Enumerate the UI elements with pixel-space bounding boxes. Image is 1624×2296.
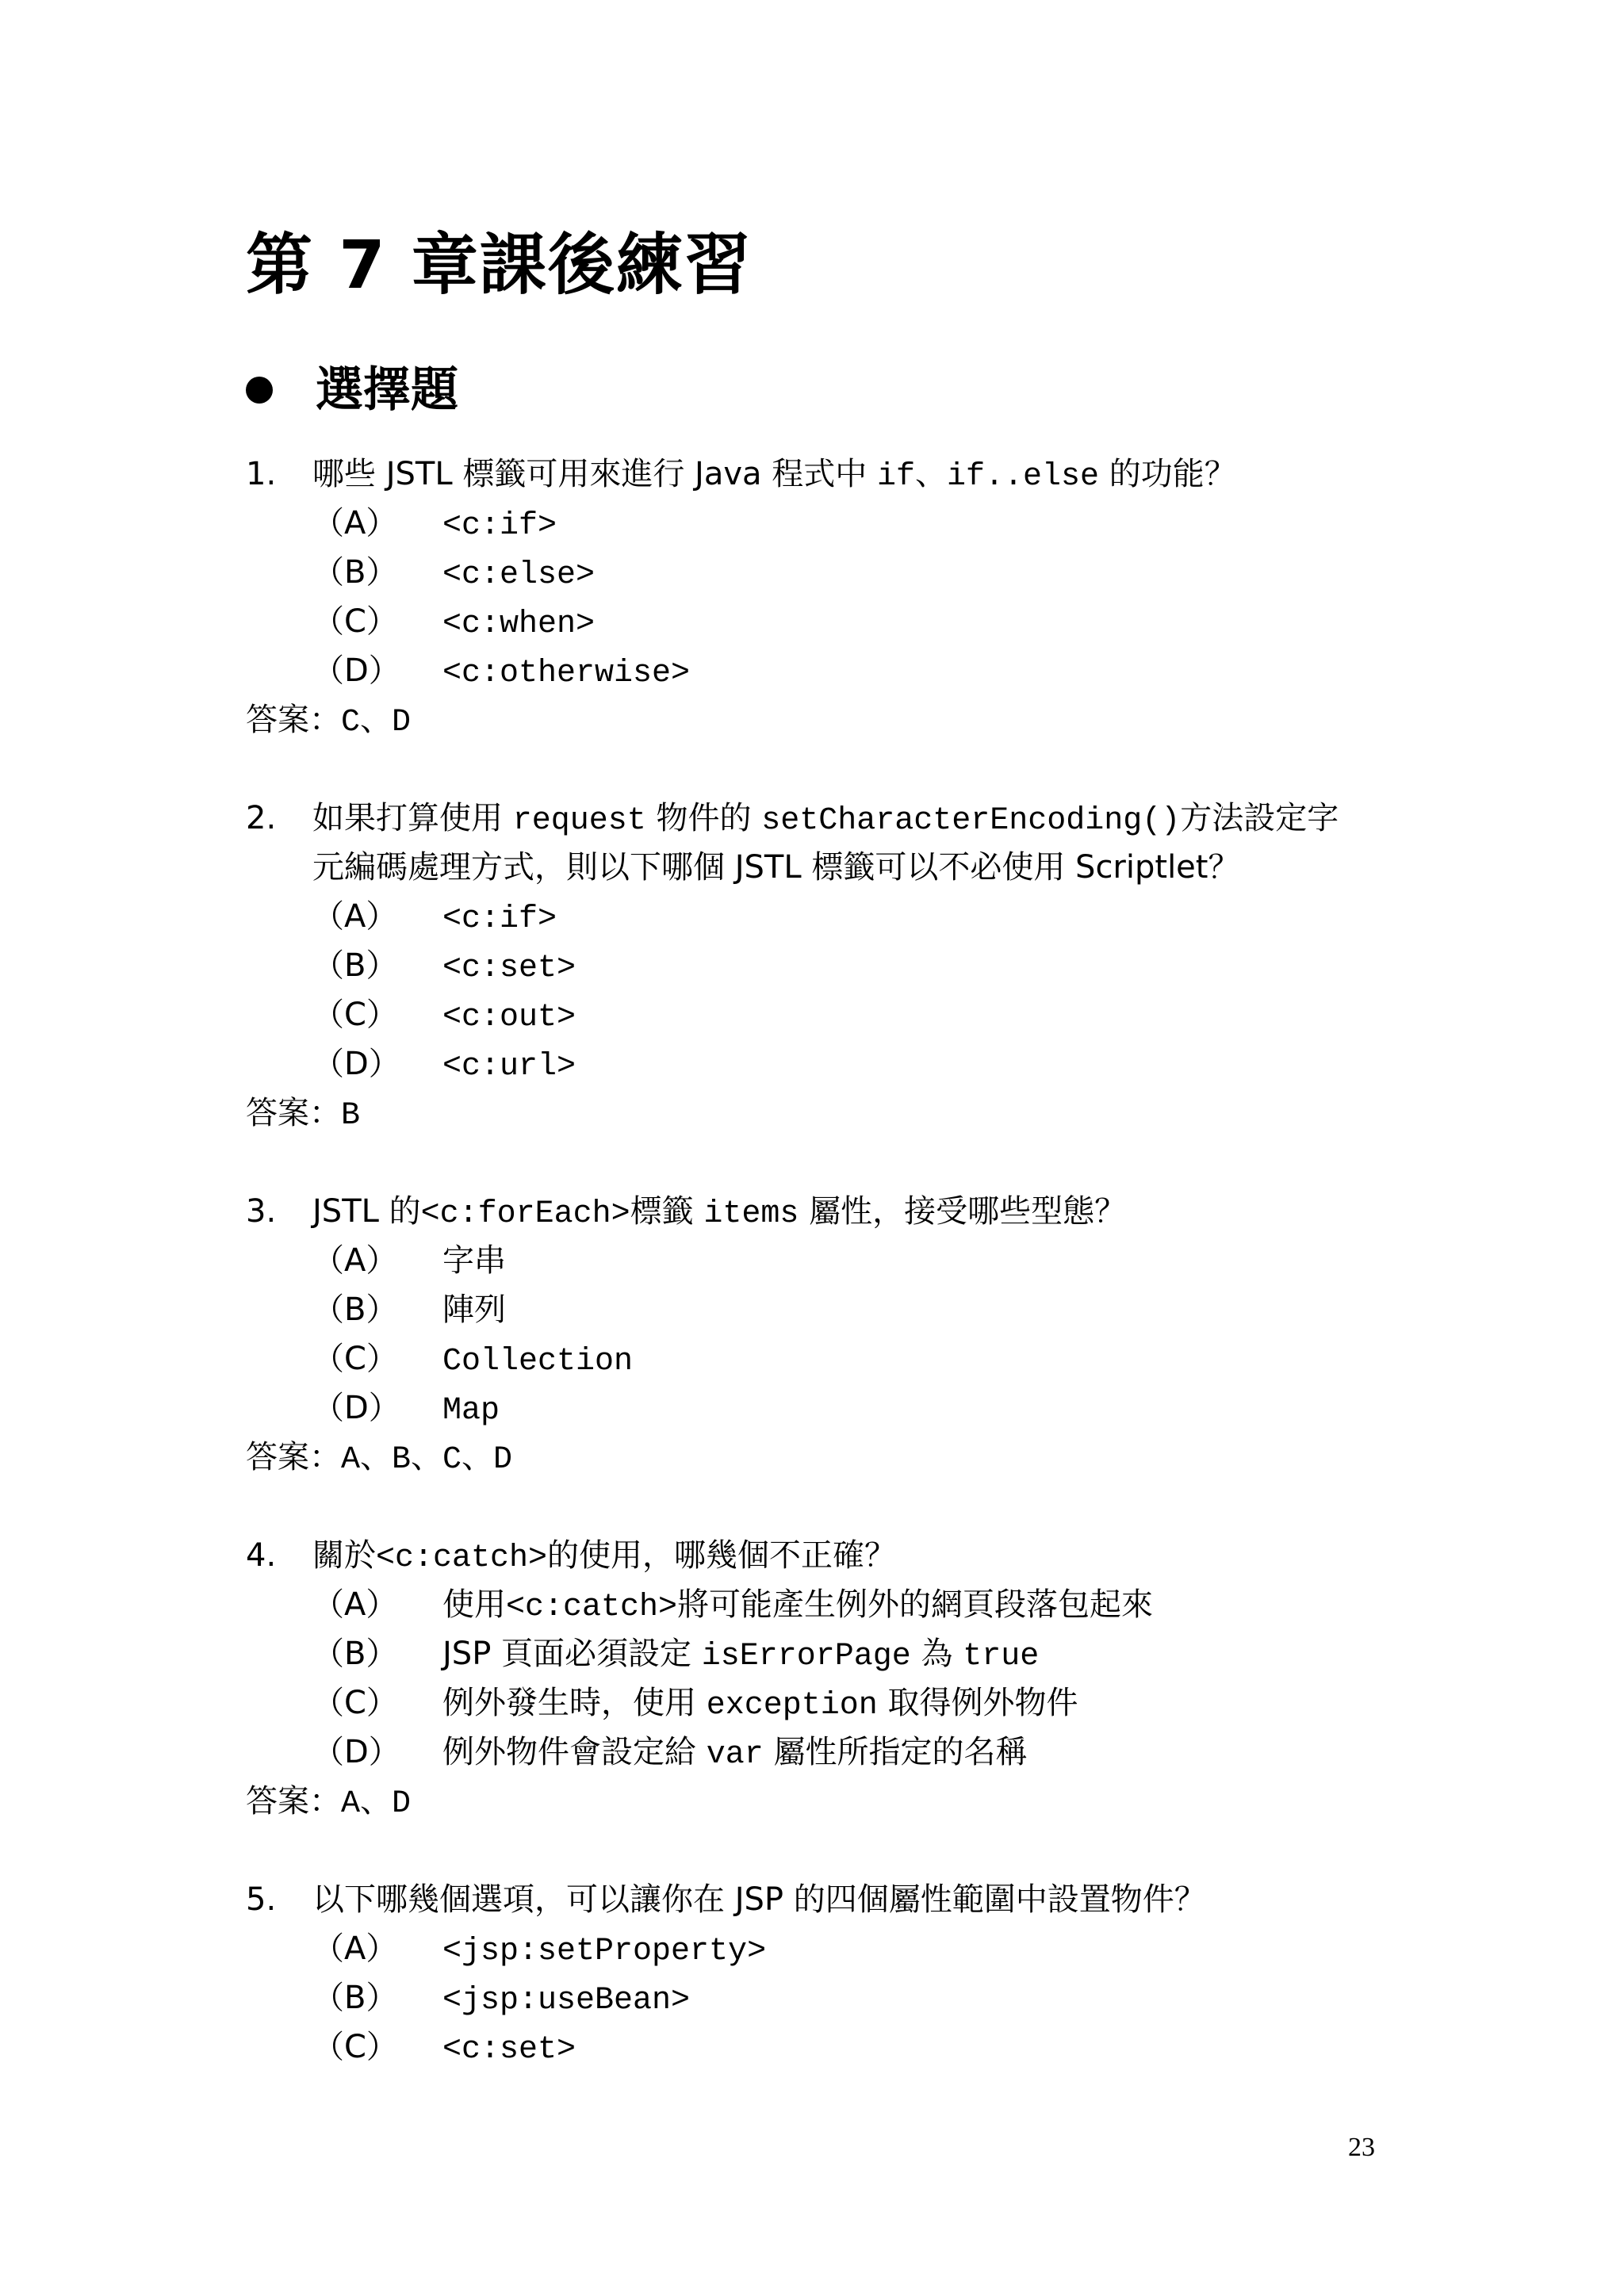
answer-prefix: 答案： bbox=[246, 1439, 341, 1475]
page-number: 23 bbox=[1348, 2133, 1375, 2162]
option-text: 例外物件會設定給 bbox=[442, 1734, 707, 1770]
question-1-text bbox=[246, 455, 1236, 496]
option-text: <jsp:setProperty> bbox=[442, 1934, 767, 1969]
option-label: （A） bbox=[312, 1586, 398, 1623]
answer-3 bbox=[246, 1438, 512, 1479]
option-label: （A） bbox=[312, 898, 398, 935]
question-number: 3. bbox=[246, 1193, 277, 1230]
question-code: items bbox=[703, 1196, 799, 1232]
option-label: （C） bbox=[312, 603, 398, 640]
option-text: <c:when> bbox=[442, 607, 596, 642]
option-label: （B） bbox=[312, 1636, 398, 1672]
option-label: （B） bbox=[312, 1292, 398, 1328]
chapter-title: 第 7 章課後練習 bbox=[246, 226, 753, 304]
option-code: <c:catch> bbox=[506, 1590, 678, 1625]
question-text-part: JSTL 的 bbox=[312, 1193, 421, 1230]
section-heading bbox=[246, 362, 458, 418]
option-code: isErrorPage bbox=[701, 1639, 911, 1674]
question-text-part: 關於 bbox=[312, 1537, 376, 1574]
option-text: <c:set> bbox=[442, 2032, 576, 2068]
answer-2 bbox=[246, 1094, 360, 1135]
option-text: <c:out> bbox=[442, 1000, 576, 1035]
question-code: if..else bbox=[947, 459, 1100, 495]
question-number: 2. bbox=[246, 800, 277, 836]
question-text-part: 、 bbox=[915, 456, 947, 492]
question-text-part: 以下哪幾個選項，可以讓你在 JSP 的四個屬性範圍中設置物件？ bbox=[312, 1881, 1206, 1918]
option-text: <c:otherwise> bbox=[442, 656, 691, 691]
option-label: （B） bbox=[312, 1980, 398, 2016]
option-a bbox=[312, 1586, 1153, 1627]
option-b bbox=[312, 1635, 1039, 1676]
option-a bbox=[312, 897, 557, 939]
option-label: （D） bbox=[312, 1734, 400, 1770]
question-text-part: 哪些 JSTL 標籤可用來進行 Java 程式中 bbox=[312, 456, 877, 492]
option-label: （B） bbox=[312, 947, 398, 984]
option-code: true bbox=[963, 1639, 1040, 1674]
option-b bbox=[312, 947, 576, 988]
question-2-text bbox=[246, 799, 1339, 840]
option-c bbox=[312, 1684, 1078, 1725]
option-text: JSP 頁面必須設定 bbox=[442, 1636, 702, 1672]
question-text-part: 物件的 bbox=[645, 800, 762, 836]
question-code: if bbox=[876, 459, 915, 495]
question-code: setCharacterEncoding() bbox=[761, 803, 1181, 839]
option-text: <c:else> bbox=[442, 557, 596, 593]
question-code: <c:catch> bbox=[376, 1540, 548, 1576]
question-text-part: 的功能？ bbox=[1099, 456, 1236, 492]
answer-prefix: 答案： bbox=[246, 1783, 341, 1820]
option-text: 將可能產生例外的網頁段落包起來 bbox=[677, 1586, 1154, 1623]
option-label: （C） bbox=[312, 2029, 398, 2065]
question-5-text bbox=[246, 1881, 1206, 1919]
option-c bbox=[312, 2028, 576, 2069]
option-text: Map bbox=[442, 1393, 500, 1429]
option-c bbox=[312, 1340, 633, 1381]
option-a bbox=[312, 1242, 506, 1280]
answer-value: A、B、C、D bbox=[341, 1442, 513, 1478]
option-label: （A） bbox=[312, 505, 398, 541]
answer-value: B bbox=[341, 1098, 361, 1134]
answer-4 bbox=[246, 1782, 411, 1823]
question-number: 4. bbox=[246, 1537, 277, 1574]
question-code: request bbox=[512, 803, 646, 839]
option-label: （C） bbox=[312, 997, 398, 1033]
question-text-part: 方法設定字 bbox=[1180, 800, 1339, 836]
option-text: 取得例外物件 bbox=[877, 1685, 1078, 1721]
option-text: 例外發生時，使用 bbox=[442, 1685, 707, 1721]
answer-value: C、D bbox=[341, 705, 412, 740]
question-code: <c:forEach> bbox=[420, 1196, 630, 1232]
option-d bbox=[312, 652, 690, 693]
question-text-part: 如果打算使用 bbox=[312, 800, 513, 836]
option-text: <c:url> bbox=[442, 1049, 576, 1085]
answer-value: A、D bbox=[341, 1786, 412, 1822]
option-d bbox=[312, 1389, 500, 1430]
question-2-text-line2: 元編碼處理方式，則以下哪個 JSTL 標籤可以不必使用 Scriptlet？ bbox=[312, 849, 1240, 886]
option-text: 使用 bbox=[442, 1586, 506, 1623]
bullet-icon bbox=[246, 377, 273, 404]
option-label: （D） bbox=[312, 652, 400, 689]
option-label: （C） bbox=[312, 1685, 398, 1721]
option-c bbox=[312, 996, 576, 1037]
question-number: 5. bbox=[246, 1881, 277, 1918]
option-b bbox=[312, 1291, 506, 1329]
option-text: Collection bbox=[442, 1344, 634, 1380]
option-text: 為 bbox=[910, 1636, 963, 1672]
option-text: 字串 bbox=[442, 1242, 506, 1279]
question-3-text bbox=[246, 1192, 1126, 1234]
question-text-part: 標籤 bbox=[630, 1193, 704, 1230]
option-text: <jsp:useBean> bbox=[442, 1983, 691, 2019]
answer-1 bbox=[246, 701, 411, 742]
option-b bbox=[312, 1979, 690, 2020]
option-label: （B） bbox=[312, 554, 398, 591]
question-text-part: 的使用，哪幾個不正確？ bbox=[547, 1537, 897, 1574]
question-number: 1. bbox=[246, 456, 277, 492]
option-d bbox=[312, 1733, 1027, 1774]
option-code: var bbox=[706, 1737, 764, 1773]
option-label: （A） bbox=[312, 1242, 398, 1279]
section-title: 選擇題 bbox=[316, 362, 458, 418]
option-label: （D） bbox=[312, 1390, 400, 1426]
option-label: （C） bbox=[312, 1341, 398, 1377]
option-text: <c:set> bbox=[442, 951, 576, 986]
option-b bbox=[312, 553, 595, 595]
answer-prefix: 答案： bbox=[246, 1095, 341, 1131]
question-4-text bbox=[246, 1536, 896, 1578]
option-text: 陣列 bbox=[442, 1292, 506, 1328]
option-text: <c:if> bbox=[442, 901, 557, 937]
option-code: exception bbox=[706, 1688, 878, 1724]
option-d bbox=[312, 1045, 576, 1086]
option-c bbox=[312, 603, 595, 644]
option-label: （A） bbox=[312, 1931, 398, 1967]
answer-prefix: 答案： bbox=[246, 702, 341, 738]
question-text-part: 屬性，接受哪些型態？ bbox=[799, 1193, 1127, 1230]
option-a bbox=[312, 504, 557, 545]
option-label: （D） bbox=[312, 1046, 400, 1082]
option-text: <c:if> bbox=[442, 508, 557, 544]
option-a bbox=[312, 1930, 766, 1971]
option-text: 屬性所指定的名稱 bbox=[763, 1734, 1028, 1770]
